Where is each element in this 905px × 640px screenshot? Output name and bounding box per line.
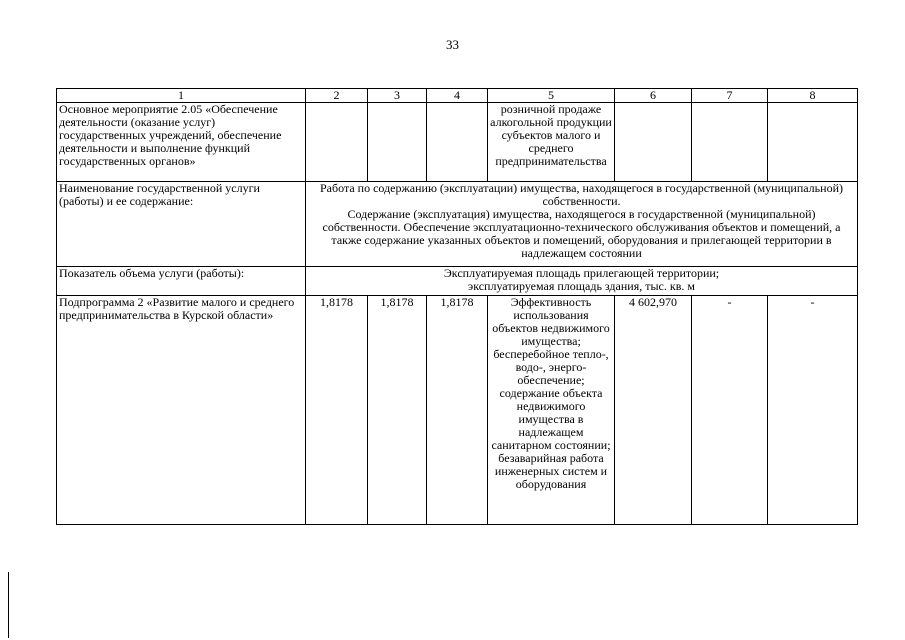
service-value — [306, 182, 858, 267]
header-col-7: 7 — [692, 89, 768, 103]
subprogram-col-4: 1,8178 — [427, 296, 488, 525]
subprogram-col-8: - — [768, 296, 858, 525]
subprogram-label: Подпрограмма 2 «Развитие малого и среднего предпринимательства в Курской области» — [57, 296, 306, 525]
activity-col-5: розничной продаже алкогольной продукции субъектов малого и среднего предпринимательства — [488, 103, 615, 182]
header-col-3: 3 — [368, 89, 427, 103]
indicator-value-line-2: эксплуатируемая площадь здания, тыс. кв. м — [468, 279, 695, 293]
activity-row — [57, 103, 858, 182]
subprogram-col-6: 4 602,970 — [615, 296, 692, 525]
header-col-4: 4 — [427, 89, 488, 103]
header-col-1: 1 — [57, 89, 306, 103]
header-col-5: 5 — [488, 89, 615, 103]
header-col-6: 6 — [615, 89, 692, 103]
page-number: 33 — [446, 37, 459, 52]
budget-table — [56, 88, 858, 525]
header-col-8: 8 — [768, 89, 858, 103]
service-value-line-2: Содержание (эксплуатация) имущества, находящегося в государственной (муниципальной) собственности. Обеспечение эксплуатационно-технического обслуживания объектов и помещений, а также содержание указанных объектов и помещений, оборудования и прилегающей территории в надлежащем состоянии — [322, 207, 841, 260]
service-value-line-1: Работа по содержанию (эксплуатации) имущества, находящегося в государственной (муниципальной) собственности. — [320, 181, 843, 208]
header-col-2: 2 — [306, 89, 368, 103]
activity-col-4 — [427, 103, 488, 182]
activity-label: Основное мероприятие 2.05 «Обеспечение деятельности (оказание услуг) государственных учреждений, обеспечение деятельности и выполнение функций государственных органов» — [57, 103, 306, 182]
activity-col-6 — [615, 103, 692, 182]
scan-margin-line — [8, 572, 9, 638]
subprogram-row — [57, 296, 858, 525]
subprogram-col-3: 1,8178 — [368, 296, 427, 525]
activity-col-3 — [368, 103, 427, 182]
subprogram-col-7: - — [692, 296, 768, 525]
service-label: Наименование государственной услуги (работы) и ее содержание: — [57, 182, 306, 267]
activity-col-8 — [768, 103, 858, 182]
subprogram-col-2: 1,8178 — [306, 296, 368, 525]
indicator-value-line-1: Эксплуатируемая площадь прилегающей территории; — [443, 266, 720, 280]
indicator-label: Показатель объема услуги (работы): — [57, 267, 306, 296]
header-row — [57, 89, 858, 103]
indicator-row — [57, 267, 858, 296]
subprogram-col-5: Эффективность использования объектов недвижимого имущества; бесперебойное тепло-, водо-, энерго- обеспечение; содержание объекта недвижимого имущества в надлежащем санитарном состоянии; безаварийная работа инженерных систем и оборудования — [488, 296, 615, 525]
activity-col-2 — [306, 103, 368, 182]
indicator-value — [306, 267, 858, 296]
service-row — [57, 182, 858, 267]
activity-col-7 — [692, 103, 768, 182]
